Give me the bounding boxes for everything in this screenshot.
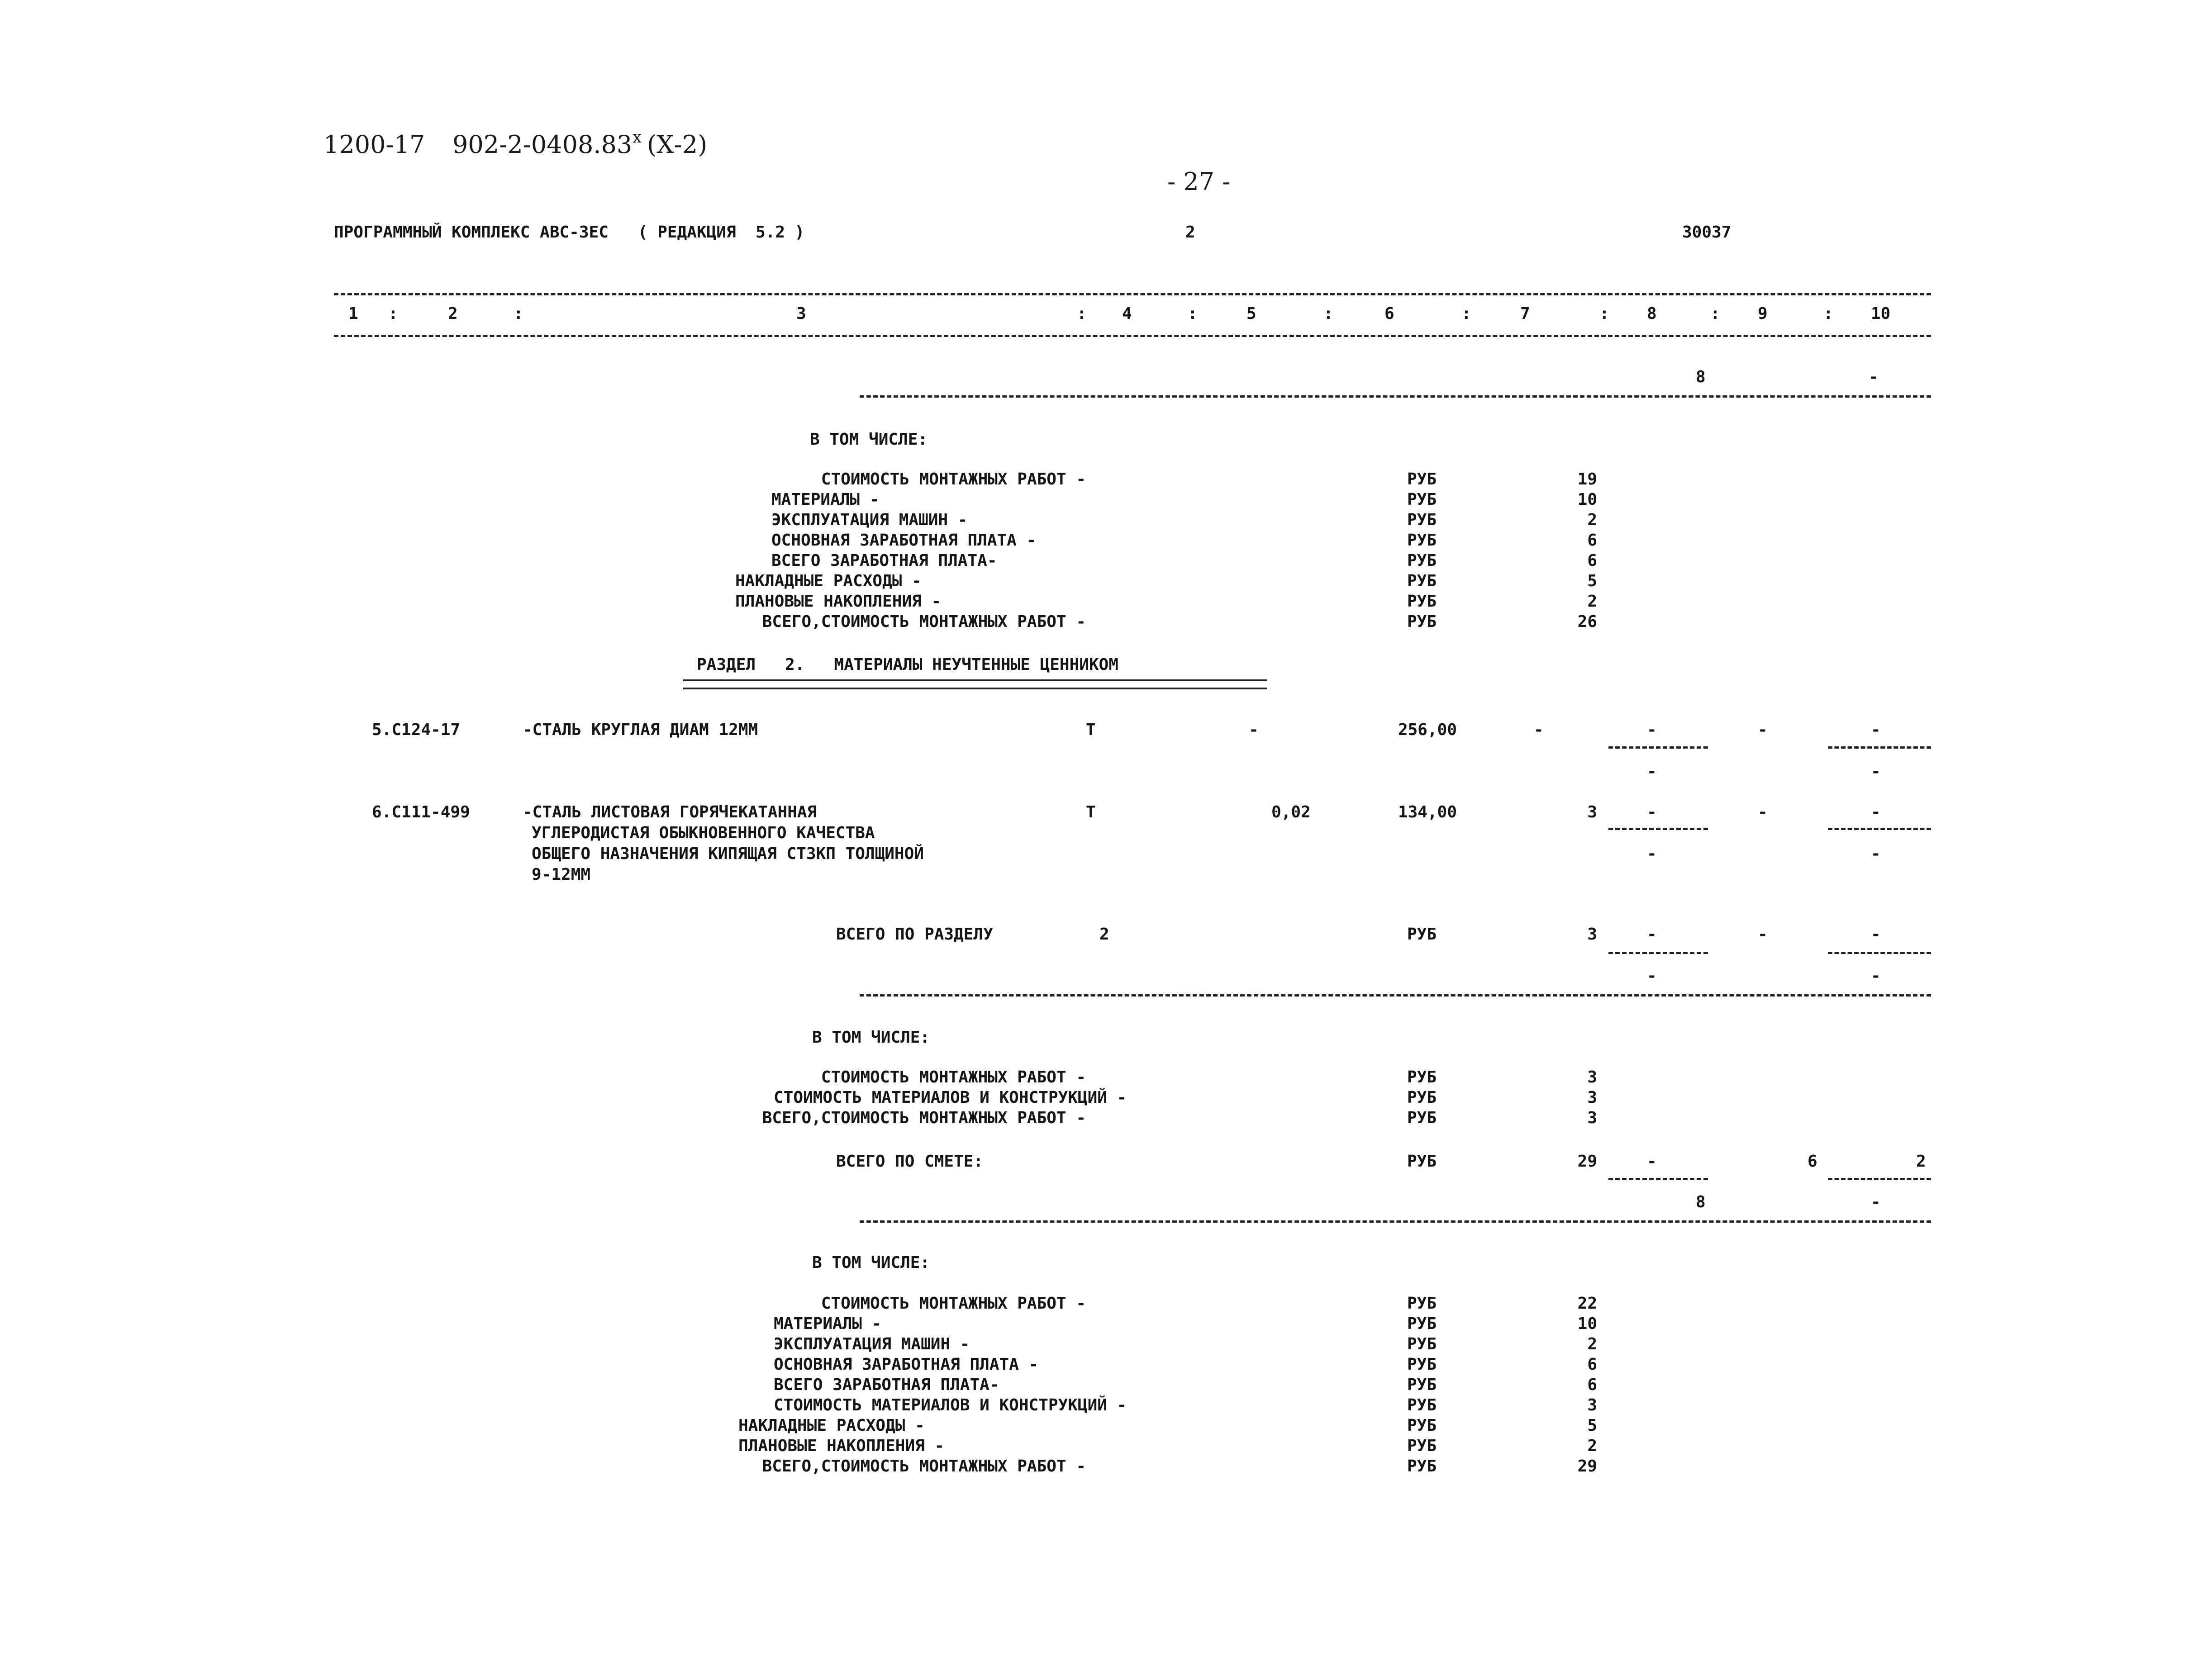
estimate-total-value: 29 [1577, 1152, 1597, 1171]
section-total-col8: - [1647, 925, 1657, 944]
column-separator: : [1823, 304, 1833, 323]
col10-subrule [1828, 1178, 1931, 1180]
item-unit: Т [1086, 803, 1096, 821]
col8-subrule [1608, 746, 1708, 749]
item-col10: - [1871, 803, 1881, 821]
column-separator: : [1461, 304, 1471, 323]
column-header: 4 [1122, 304, 1132, 323]
column-header: 6 [1384, 304, 1394, 323]
cost-value: 2 [1587, 1437, 1597, 1455]
column-header: 10 [1871, 304, 1891, 323]
item-qty: - [1249, 721, 1259, 739]
col10-value: - [1869, 368, 1879, 386]
total-rule [860, 395, 1931, 398]
col10-subrule [1828, 746, 1931, 749]
cost-label: НАКЛАДНЫЕ РАСХОДЫ - [735, 572, 922, 590]
estimate-total-col8-sub: 8 [1696, 1193, 1706, 1211]
cost-unit: РУБ [1407, 1315, 1437, 1333]
header-rule-top [334, 293, 1931, 295]
estimate-total-col10-sub: - [1871, 1193, 1881, 1211]
col10-subrule [1828, 828, 1931, 830]
item-col8-sub: - [1647, 845, 1657, 863]
column-header: 7 [1520, 304, 1530, 323]
cost-unit: РУБ [1407, 1088, 1437, 1107]
cost-value: 10 [1577, 1315, 1597, 1333]
column-header: 1 [348, 304, 358, 323]
cost-total-label: ВСЕГО,СТОИМОСТЬ МОНТАЖНЫХ РАБОТ - [762, 612, 1086, 631]
column-separator: : [1599, 304, 1609, 323]
item-name-line: 9-12ММ [532, 865, 591, 884]
including-label: В ТОМ ЧИСЛЕ: [812, 1253, 930, 1272]
cost-unit: РУБ [1407, 1416, 1437, 1435]
cost-label: ВСЕГО ЗАРАБОТНАЯ ПЛАТА- [771, 551, 997, 570]
cost-label: ЭКСПЛУАТАЦИЯ МАШИН - [771, 511, 968, 529]
estimate-total-col10: 2 [1916, 1152, 1926, 1171]
estimate-total-unit: РУБ [1407, 1152, 1437, 1171]
item-col9: - [1758, 721, 1768, 739]
column-separator: : [1323, 304, 1333, 323]
column-header: 5 [1246, 304, 1256, 323]
cost-label: ПЛАНОВЫЕ НАКОПЛЕНИЯ - [738, 1437, 945, 1455]
cost-value: 10 [1577, 490, 1597, 509]
section-total-col8-sub: - [1647, 967, 1657, 985]
item-unit: Т [1086, 721, 1096, 739]
item-price: 134,00 [1398, 803, 1457, 821]
cost-total-label: ВСЕГО,СТОИМОСТЬ МОНТАЖНЫХ РАБОТ - [762, 1109, 1086, 1127]
col8-subrule [1608, 952, 1708, 954]
column-header: 3 [796, 304, 806, 323]
cost-unit: РУБ [1407, 490, 1437, 509]
section-title-underline [683, 679, 1267, 689]
cost-value: 5 [1587, 1416, 1597, 1435]
cost-value: 6 [1587, 1376, 1597, 1394]
cost-unit: РУБ [1407, 1068, 1437, 1087]
cost-unit: РУБ [1407, 612, 1437, 631]
cost-label: ВСЕГО ЗАРАБОТНАЯ ПЛАТА- [774, 1376, 999, 1394]
cost-label: ЭКСПЛУАТАЦИЯ МАШИН - [774, 1335, 970, 1353]
cost-unit: РУБ [1407, 531, 1437, 550]
cost-value: 5 [1587, 572, 1597, 590]
cost-value: 2 [1587, 592, 1597, 611]
cost-label: МАТЕРИАЛЫ - [774, 1315, 882, 1333]
item-price: 256,00 [1398, 721, 1457, 739]
item-name-line: УГЛЕРОДИСТАЯ ОБЫКНОВЕННОГО КАЧЕСТВА [532, 824, 875, 842]
cost-total-value: 29 [1577, 1457, 1597, 1476]
column-separator: : [1188, 304, 1198, 323]
estimate-total-label: ВСЕГО ПО СМЕТЕ: [836, 1152, 984, 1171]
section-total-col9: - [1758, 925, 1768, 944]
cost-label: СТОИМОСТЬ МОНТАЖНЫХ РАБОТ - [821, 1294, 1086, 1313]
cost-value: 3 [1587, 1396, 1597, 1414]
item-name-line: -СТАЛЬ ЛИСТОВАЯ ГОРЯЧЕКАТАННАЯ [523, 803, 817, 821]
cost-unit: РУБ [1407, 1457, 1437, 1476]
cost-unit: РУБ [1407, 511, 1437, 529]
item-name: -СТАЛЬ КРУГЛАЯ ДИАМ 12ММ [523, 721, 758, 739]
cost-label: ОСНОВНАЯ ЗАРАБОТНАЯ ПЛАТА - [771, 531, 1037, 550]
document-code: 30037 [1682, 223, 1732, 242]
page-number: - 27 - [1167, 167, 1231, 196]
total-rule [860, 994, 1931, 997]
item-total: 3 [1587, 803, 1597, 821]
cost-label: СТОИМОСТЬ МАТЕРИАЛОВ И КОНСТРУКЦИЙ - [774, 1088, 1127, 1107]
item-col8-sub: - [1647, 762, 1657, 781]
item-col9: - [1758, 803, 1768, 821]
cost-value: 6 [1587, 531, 1597, 550]
cost-total-value: 26 [1577, 612, 1597, 631]
column-separator: : [514, 304, 523, 323]
cost-value: 3 [1587, 1088, 1597, 1107]
column-separator: : [388, 304, 398, 323]
including-label: В ТОМ ЧИСЛЕ: [812, 1028, 930, 1047]
cost-unit: РУБ [1407, 592, 1437, 611]
section-total-label: ВСЕГО ПО РАЗДЕЛУ [836, 925, 993, 944]
col8-subrule [1608, 828, 1708, 830]
cost-value: 6 [1587, 1355, 1597, 1374]
header-rule-bottom [334, 335, 1931, 337]
sheet-stamp: 1200-17 [323, 130, 425, 159]
item-code: 6.С111-499 [372, 803, 470, 821]
program-title: ПРОГРАММНЫЙ КОМПЛЕКС АВС-ЗЕС ( РЕДАКЦИЯ 5.2 ) [334, 223, 805, 242]
total-rule [860, 1220, 1931, 1223]
cost-unit: РУБ [1407, 1376, 1437, 1394]
cost-unit: РУБ [1407, 1335, 1437, 1353]
section-title: РАЗДЕЛ 2. МАТЕРИАЛЫ НЕУЧТЕННЫЕ ЦЕННИКОМ [697, 655, 1118, 674]
cost-label: СТОИМОСТЬ МОНТАЖНЫХ РАБОТ - [821, 1068, 1086, 1087]
including-label: В ТОМ ЧИСЛЕ: [810, 430, 928, 449]
cost-value: 3 [1587, 1068, 1597, 1087]
column-header: 9 [1758, 304, 1768, 323]
column-separator: : [1077, 304, 1087, 323]
cost-label: СТОИМОСТЬ МАТЕРИАЛОВ И КОНСТРУКЦИЙ - [774, 1396, 1127, 1414]
cost-label: ПЛАНОВЫЕ НАКОПЛЕНИЯ - [735, 592, 942, 611]
cost-label: НАКЛАДНЫЕ РАСХОДЫ - [738, 1416, 925, 1435]
cost-unit: РУБ [1407, 1355, 1437, 1374]
cost-label: СТОИМОСТЬ МОНТАЖНЫХ РАБОТ - [821, 470, 1086, 489]
estimate-total-col9: 6 [1808, 1152, 1817, 1171]
item-qty: 0,02 [1271, 803, 1311, 821]
cost-value: 2 [1587, 1335, 1597, 1353]
col10-subrule [1828, 952, 1931, 954]
column-header: 8 [1647, 304, 1657, 323]
copy-number: 2 [1185, 223, 1195, 242]
project-number: 902-2-0408.83 [452, 130, 633, 159]
section-total-col10-sub: - [1871, 967, 1881, 985]
cost-value: 6 [1587, 551, 1597, 570]
item-col10-sub: - [1871, 845, 1881, 863]
col8-value: 8 [1696, 368, 1706, 386]
column-header: 2 [448, 304, 458, 323]
cost-value: 19 [1577, 470, 1597, 489]
section-total-value: 3 [1587, 925, 1597, 944]
column-separator: : [1710, 304, 1720, 323]
cost-unit: РУБ [1407, 470, 1437, 489]
col8-subrule [1608, 1178, 1708, 1180]
item-col8: - [1647, 803, 1657, 821]
cost-unit: РУБ [1407, 1437, 1437, 1455]
item-total: - [1534, 721, 1544, 739]
cost-total-value: 3 [1587, 1109, 1597, 1127]
cost-value: 22 [1577, 1294, 1597, 1313]
variant-mark: х [633, 128, 642, 147]
cost-unit: РУБ [1407, 572, 1437, 590]
cost-total-label: ВСЕГО,СТОИМОСТЬ МОНТАЖНЫХ РАБОТ - [762, 1457, 1086, 1476]
section-total-col10: - [1871, 925, 1881, 944]
item-name-line: ОБЩЕГО НАЗНАЧЕНИЯ КИПЯЩАЯ СТЗКП ТОЛЩИНОЙ [532, 845, 924, 863]
variant-code: (Х-2) [647, 130, 708, 159]
cost-label: ОСНОВНАЯ ЗАРАБОТНАЯ ПЛАТА - [774, 1355, 1039, 1374]
item-code: 5.С124-17 [372, 721, 461, 739]
section-total-number: 2 [1099, 925, 1109, 944]
cost-label: МАТЕРИАЛЫ - [771, 490, 880, 509]
section-total-unit: РУБ [1407, 925, 1437, 944]
cost-value: 2 [1587, 511, 1597, 529]
item-col10: - [1871, 721, 1881, 739]
item-col8: - [1647, 721, 1657, 739]
cost-unit: РУБ [1407, 1294, 1437, 1313]
cost-unit: РУБ [1407, 1396, 1437, 1414]
item-col10-sub: - [1871, 762, 1881, 781]
cost-unit: РУБ [1407, 551, 1437, 570]
estimate-total-col8: - [1647, 1152, 1657, 1171]
cost-unit: РУБ [1407, 1109, 1437, 1127]
